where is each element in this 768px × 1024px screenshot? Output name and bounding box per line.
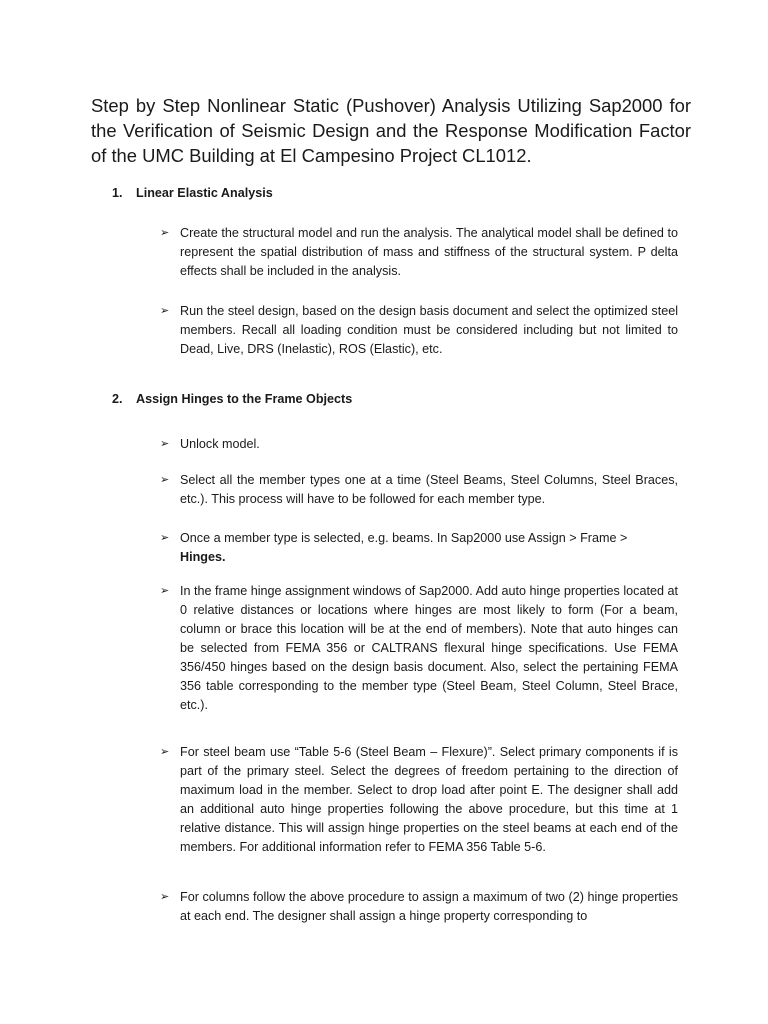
- list-item-text: Select all the member types one at a time (Steel Beams, Steel Columns, Steel Braces, etc.). This process will have to be followed for each member type.: [180, 473, 678, 506]
- arrow-bullet-icon: ➢: [160, 532, 170, 544]
- list-item: [160, 224, 678, 281]
- list-item-text: For steel beam use “Table 5-6 (Steel Beam – Flexure)”. Select primary components if is part of the primary steel. Select the degrees of freedom pertaining to the direction of maximum load in the member. Select to drop load after point E. The designer shall add an additional auto hinge properties following the above procedure, but this time at 1 relative distance. This will assign hinge properties on the steel beams at each end of the members. For additional information refer to FEMA 356 Table 5-6.: [180, 745, 678, 854]
- list-item: [160, 471, 678, 509]
- arrow-bullet-icon: ➢: [160, 305, 170, 317]
- list-item-text: Create the structural model and run the analysis. The analytical model shall be defined to represent the spatial distribution of mass and stiffness of the structural system. P delta effects shall be included in the analysis.: [180, 226, 678, 278]
- section-heading-text: Assign Hinges to the Frame Objects: [136, 392, 353, 406]
- list-item: [160, 302, 678, 359]
- section-number: 1.: [112, 186, 123, 200]
- list-item: [160, 529, 678, 567]
- section-number: 2.: [112, 392, 123, 406]
- arrow-bullet-icon: ➢: [160, 227, 170, 239]
- section-heading-linear-elastic-analysis: [112, 186, 273, 200]
- list-item: [160, 582, 678, 715]
- arrow-bullet-icon: ➢: [160, 891, 170, 903]
- section-heading-text: Linear Elastic Analysis: [136, 186, 273, 200]
- list-item-text: Run the steel design, based on the design basis document and select the optimized steel members. Recall all loading condition must be considered including but not limited to Dead, Live, DRS (Inelastic), ROS (Elastic), etc.: [180, 304, 678, 356]
- list-item-text: In the frame hinge assignment windows of Sap2000. Add auto hinge properties located at 0 relative distances or locations where hinges are most likely to form (For a beam, column or brace this location will be at the end of members). Note that auto hinges can be selected from FEMA 356 or CALTRANS flexural hinge specifications. Use FEMA 356/450 hinges based on the design basis document. Also, select the pertaining FEMA 356 table corresponding to the member type (Steel Beam, Steel Column, Steel Brace, etc.).: [180, 584, 678, 712]
- list-item-text-main: Once a member type is selected, e.g. beams. In Sap2000 use Assign > Frame >: [180, 531, 628, 545]
- list-item-text: For columns follow the above procedure to assign a maximum of two (2) hinge properties at each end. The designer shall assign a hinge property corresponding to: [180, 890, 678, 923]
- arrow-bullet-icon: ➢: [160, 746, 170, 758]
- list-item: [160, 435, 678, 454]
- arrow-bullet-icon: ➢: [160, 438, 170, 450]
- list-item: [160, 743, 678, 857]
- list-item-text: Unlock model.: [180, 437, 260, 451]
- section-heading-assign-hinges: [112, 392, 352, 406]
- list-item: [160, 888, 678, 926]
- list-item-text: [180, 529, 678, 567]
- hinges-bold-text: Hinges.: [180, 550, 226, 564]
- document-title: Step by Step Nonlinear Static (Pushover) Analysis Utilizing Sap2000 for the Verification of Seismic Design and the Response Modification Factor of the UMC Building at El Campesino Project CL1012.: [91, 95, 691, 166]
- arrow-bullet-icon: ➢: [160, 474, 170, 486]
- arrow-bullet-icon: ➢: [160, 585, 170, 597]
